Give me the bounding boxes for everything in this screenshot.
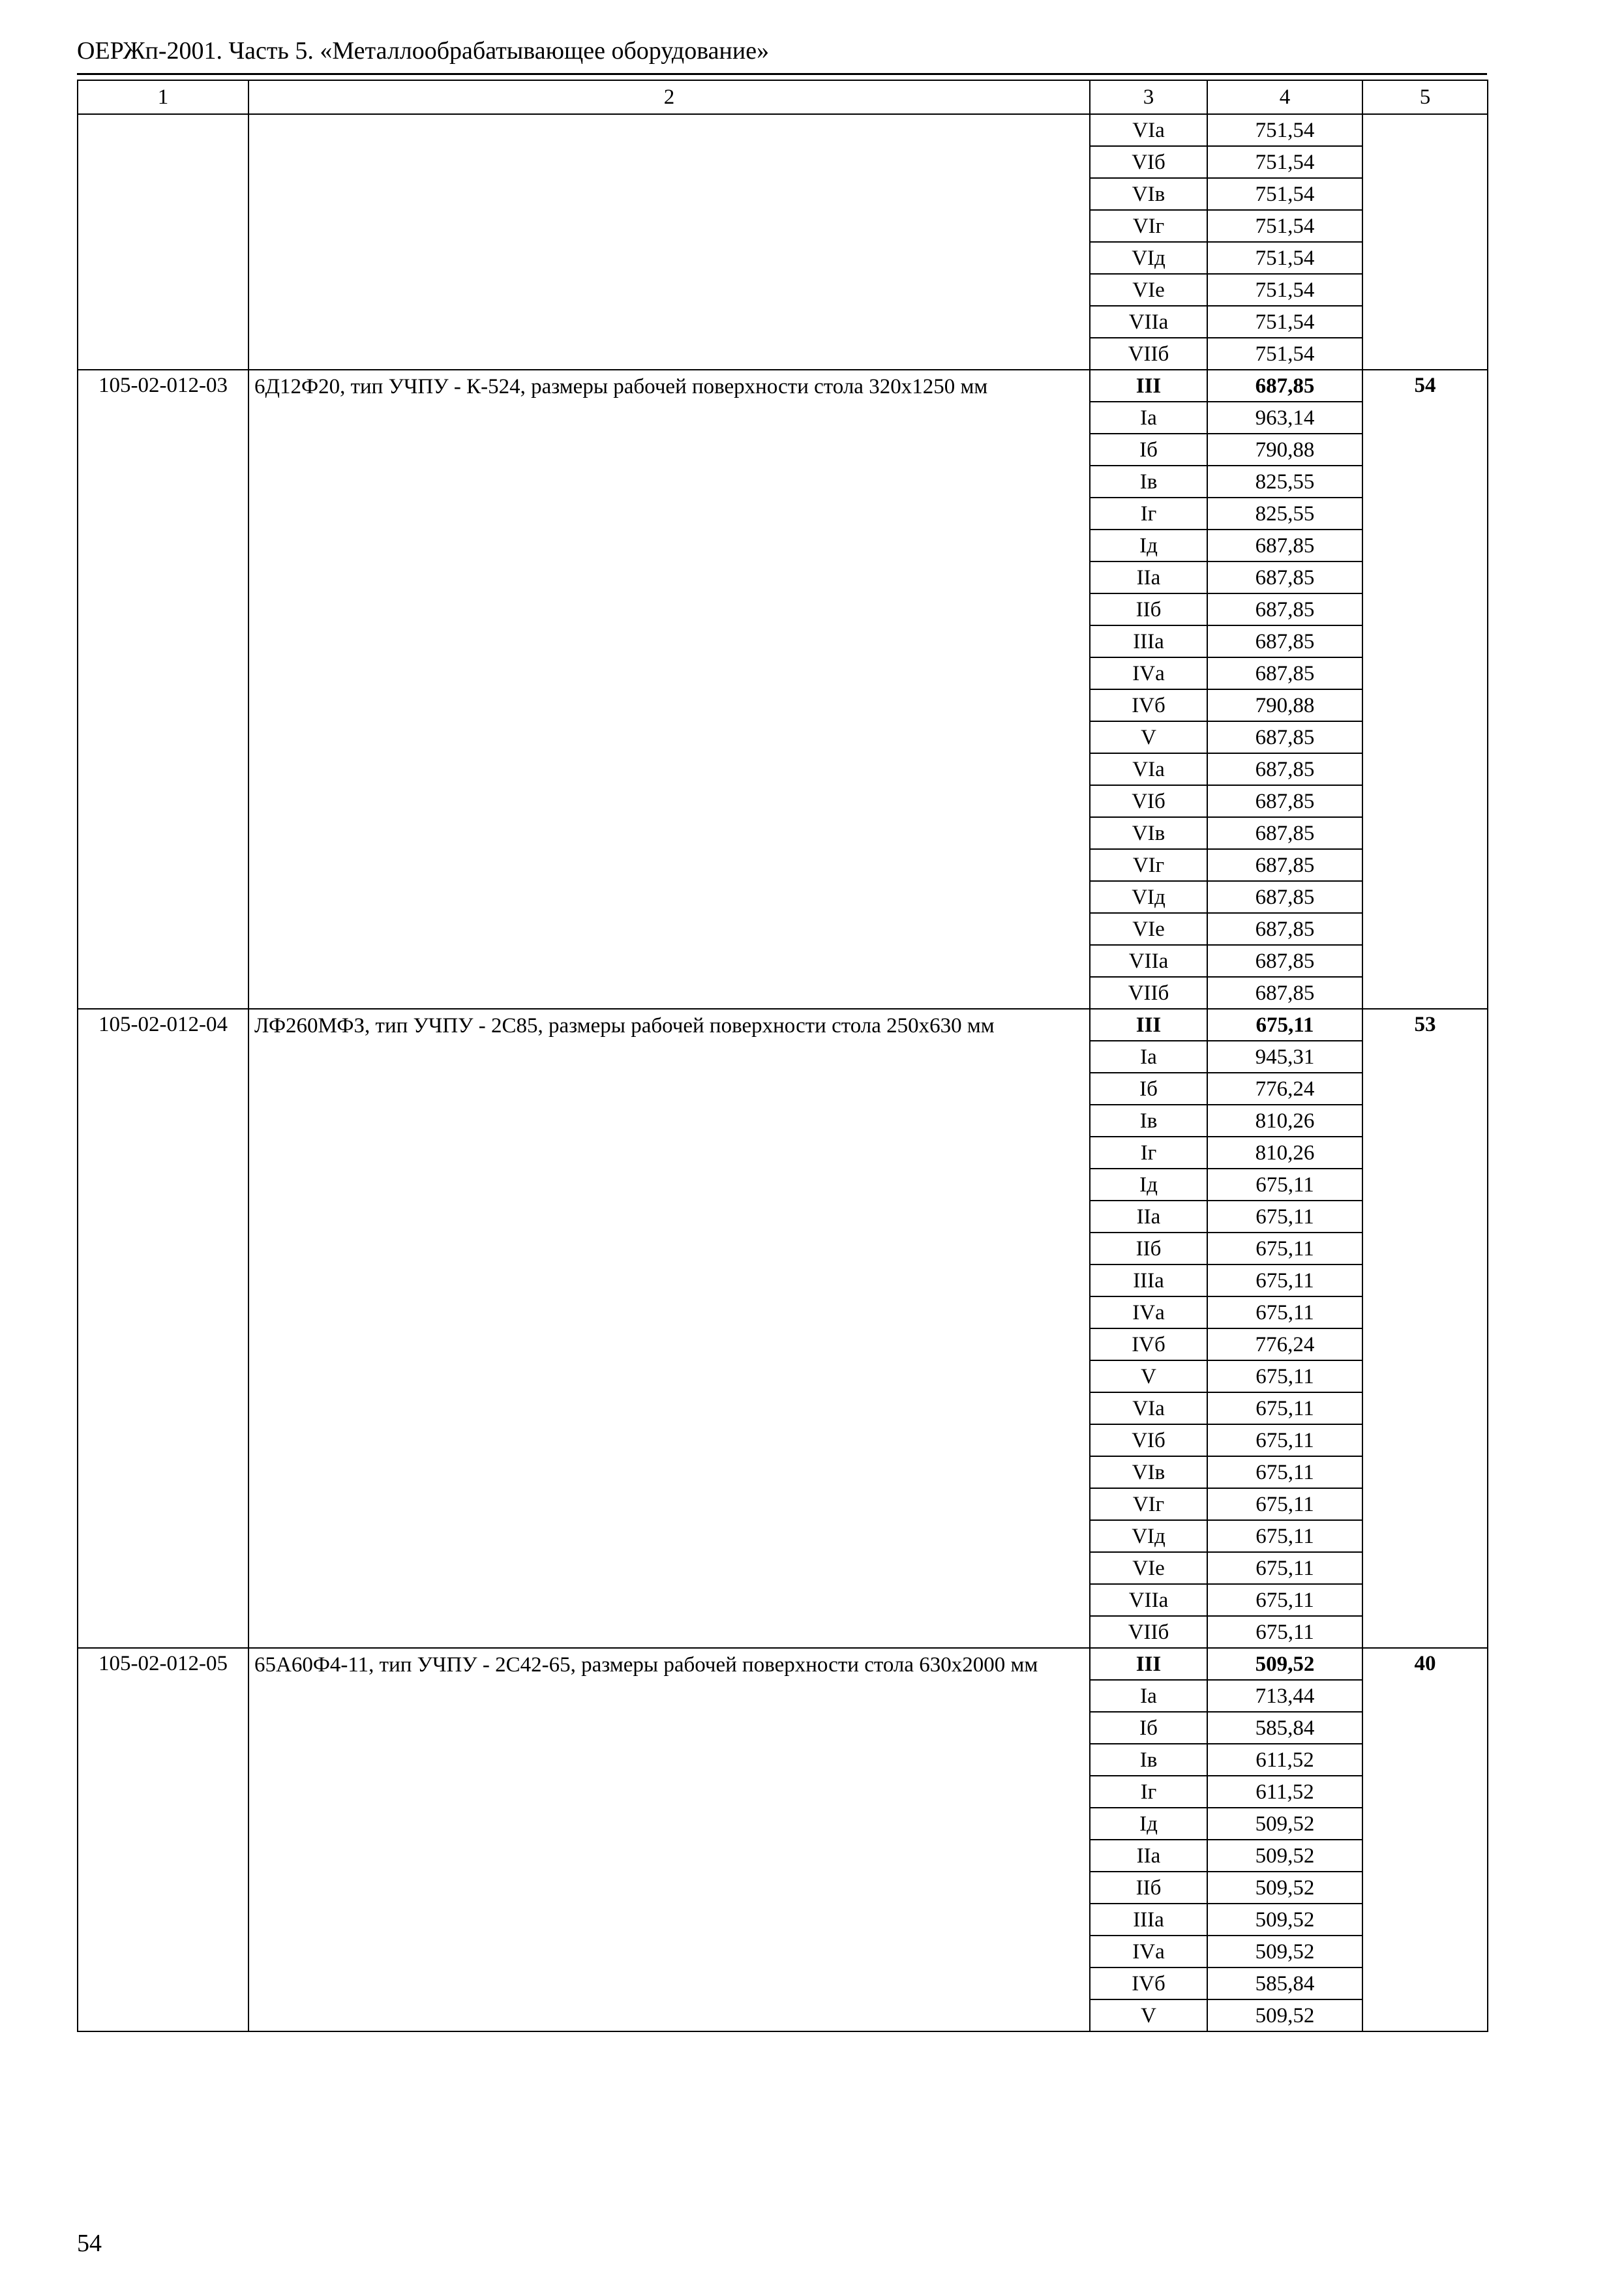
zone-cell: Iд [1090, 1808, 1207, 1840]
zone-cell: VIв [1090, 178, 1207, 210]
zone-cell: VIIа [1090, 945, 1207, 977]
zone-cell: VIд [1090, 881, 1207, 913]
price-cell: 825,55 [1207, 466, 1362, 498]
zone-cell: Iв [1090, 1744, 1207, 1776]
price-cell: 751,54 [1207, 210, 1362, 242]
price-cell: 751,54 [1207, 242, 1362, 274]
table-body [78, 80, 1488, 2031]
table-row [78, 114, 1488, 146]
item-description [248, 114, 1090, 370]
zone-cell: IIб [1090, 1872, 1207, 1904]
price-cell: 675,11 [1207, 1264, 1362, 1296]
price-cell: 675,11 [1207, 1584, 1362, 1616]
page-number: 54 [77, 2230, 102, 2257]
price-cell: 687,85 [1207, 753, 1362, 785]
zone-cell: VIIб [1090, 338, 1207, 370]
column-number: 1 [78, 80, 248, 114]
item-code: 105-02-012-04 [78, 1009, 248, 1648]
price-cell: 945,31 [1207, 1041, 1362, 1073]
price-cell: 509,52 [1207, 1648, 1362, 1680]
price-cell: 611,52 [1207, 1776, 1362, 1808]
zone-cell: Iа [1090, 1680, 1207, 1712]
zone-cell: VIг [1090, 1488, 1207, 1520]
price-cell: 963,14 [1207, 402, 1362, 434]
zone-cell: IVа [1090, 657, 1207, 689]
price-cell: 509,52 [1207, 1904, 1362, 1936]
price-cell: 509,52 [1207, 1936, 1362, 1967]
price-cell: 713,44 [1207, 1680, 1362, 1712]
price-cell: 509,52 [1207, 1872, 1362, 1904]
table-row [78, 370, 1488, 402]
zone-cell: VIIа [1090, 306, 1207, 338]
zone-cell: VIе [1090, 1552, 1207, 1584]
price-cell: 687,85 [1207, 593, 1362, 625]
column-number: 2 [248, 80, 1090, 114]
zone-cell: IVб [1090, 689, 1207, 721]
zone-cell: Iа [1090, 1041, 1207, 1073]
price-cell: 810,26 [1207, 1105, 1362, 1137]
price-cell: 675,11 [1207, 1456, 1362, 1488]
price-cell: 675,11 [1207, 1296, 1362, 1328]
price-cell: 675,11 [1207, 1616, 1362, 1648]
zone-cell: VIд [1090, 1520, 1207, 1552]
zone-cell: VIв [1090, 1456, 1207, 1488]
zone-cell: VIе [1090, 913, 1207, 945]
price-cell: 675,11 [1207, 1169, 1362, 1201]
price-cell: 585,84 [1207, 1967, 1362, 1999]
zone-cell: Iб [1090, 434, 1207, 466]
zone-cell: Iв [1090, 466, 1207, 498]
column-number: 4 [1207, 80, 1362, 114]
price-cell: 509,52 [1207, 1999, 1362, 2031]
coefficient-cell: 54 [1362, 370, 1488, 1009]
zone-cell: VIа [1090, 753, 1207, 785]
zone-cell: IVа [1090, 1936, 1207, 1967]
price-cell: 687,85 [1207, 530, 1362, 561]
price-cell: 675,11 [1207, 1424, 1362, 1456]
item-code: 105-02-012-05 [78, 1648, 248, 2031]
zone-cell: III [1090, 1009, 1207, 1041]
document-header: ОЕРЖп-2001. Часть 5. «Металлообрабатывающее оборудование» [77, 37, 770, 65]
price-cell: 611,52 [1207, 1744, 1362, 1776]
price-cell: 751,54 [1207, 306, 1362, 338]
zone-cell: VIв [1090, 817, 1207, 849]
price-cell: 687,85 [1207, 977, 1362, 1009]
coefficient-cell [1362, 114, 1488, 370]
price-cell: 687,85 [1207, 625, 1362, 657]
zone-cell: V [1090, 1360, 1207, 1392]
zone-cell: IIа [1090, 1201, 1207, 1233]
price-cell: 687,85 [1207, 785, 1362, 817]
zone-cell: VIд [1090, 242, 1207, 274]
price-cell: 687,85 [1207, 721, 1362, 753]
column-number: 3 [1090, 80, 1207, 114]
zone-cell: IVб [1090, 1967, 1207, 1999]
zone-cell: Iг [1090, 1776, 1207, 1808]
zone-cell: VIб [1090, 146, 1207, 178]
zone-cell: VIг [1090, 849, 1207, 881]
price-cell: 585,84 [1207, 1712, 1362, 1744]
price-cell: 687,85 [1207, 945, 1362, 977]
price-cell: 675,11 [1207, 1552, 1362, 1584]
coefficient-cell: 53 [1362, 1009, 1488, 1648]
zone-cell: Iб [1090, 1073, 1207, 1105]
price-cell: 810,26 [1207, 1137, 1362, 1169]
price-cell: 751,54 [1207, 178, 1362, 210]
item-description: 6Д12Ф20, тип УЧПУ - К-524, размеры рабочей поверхности стола 320x1250 мм [248, 370, 1090, 1009]
item-code: 105-02-012-03 [78, 370, 248, 1009]
price-table [77, 80, 1488, 2032]
zone-cell: Iб [1090, 1712, 1207, 1744]
price-cell: 751,54 [1207, 338, 1362, 370]
zone-cell: Iв [1090, 1105, 1207, 1137]
zone-cell: V [1090, 721, 1207, 753]
column-number-row [78, 80, 1488, 114]
price-cell: 675,11 [1207, 1009, 1362, 1041]
zone-cell: VIе [1090, 274, 1207, 306]
zone-cell: V [1090, 1999, 1207, 2031]
zone-cell: Iа [1090, 402, 1207, 434]
item-description: ЛФ260МФЗ, тип УЧПУ - 2С85, размеры рабочей поверхности стола 250x630 мм [248, 1009, 1090, 1648]
price-cell: 675,11 [1207, 1520, 1362, 1552]
zone-cell: Iд [1090, 1169, 1207, 1201]
price-cell: 687,85 [1207, 370, 1362, 402]
price-cell: 776,24 [1207, 1328, 1362, 1360]
zone-cell: IIб [1090, 593, 1207, 625]
coefficient-cell: 40 [1362, 1648, 1488, 2031]
price-cell: 687,85 [1207, 881, 1362, 913]
zone-cell: IVа [1090, 1296, 1207, 1328]
item-description: 65А60Ф4-11, тип УЧПУ - 2С42-65, размеры рабочей поверхности стола 630x2000 мм [248, 1648, 1090, 2031]
price-cell: 675,11 [1207, 1201, 1362, 1233]
price-cell: 776,24 [1207, 1073, 1362, 1105]
price-cell: 687,85 [1207, 913, 1362, 945]
header-rule [77, 73, 1487, 75]
price-cell: 687,85 [1207, 657, 1362, 689]
zone-cell: IIа [1090, 1840, 1207, 1872]
price-cell: 825,55 [1207, 498, 1362, 530]
price-cell: 790,88 [1207, 434, 1362, 466]
zone-cell: VIб [1090, 1424, 1207, 1456]
price-cell: 751,54 [1207, 114, 1362, 146]
price-cell: 509,52 [1207, 1808, 1362, 1840]
zone-cell: IIб [1090, 1233, 1207, 1264]
zone-cell: IIIа [1090, 625, 1207, 657]
zone-cell: IIIа [1090, 1904, 1207, 1936]
price-cell: 687,85 [1207, 561, 1362, 593]
price-cell: 751,54 [1207, 146, 1362, 178]
zone-cell: IVб [1090, 1328, 1207, 1360]
price-cell: 790,88 [1207, 689, 1362, 721]
item-code [78, 114, 248, 370]
price-cell: 675,11 [1207, 1233, 1362, 1264]
price-cell: 751,54 [1207, 274, 1362, 306]
table-row [78, 1648, 1488, 1680]
zone-cell: III [1090, 370, 1207, 402]
price-cell: 687,85 [1207, 849, 1362, 881]
zone-cell: VIа [1090, 1392, 1207, 1424]
zone-cell: Iг [1090, 1137, 1207, 1169]
zone-cell: Iд [1090, 530, 1207, 561]
column-number: 5 [1362, 80, 1488, 114]
table-row [78, 1009, 1488, 1041]
zone-cell: VIIб [1090, 977, 1207, 1009]
zone-cell: III [1090, 1648, 1207, 1680]
price-cell: 675,11 [1207, 1360, 1362, 1392]
zone-cell: IIа [1090, 561, 1207, 593]
zone-cell: VIIа [1090, 1584, 1207, 1616]
zone-cell: Iг [1090, 498, 1207, 530]
zone-cell: IIIа [1090, 1264, 1207, 1296]
price-cell: 675,11 [1207, 1488, 1362, 1520]
zone-cell: VIа [1090, 114, 1207, 146]
price-cell: 687,85 [1207, 817, 1362, 849]
price-cell: 509,52 [1207, 1840, 1362, 1872]
zone-cell: VIб [1090, 785, 1207, 817]
price-cell: 675,11 [1207, 1392, 1362, 1424]
zone-cell: VIIб [1090, 1616, 1207, 1648]
zone-cell: VIг [1090, 210, 1207, 242]
